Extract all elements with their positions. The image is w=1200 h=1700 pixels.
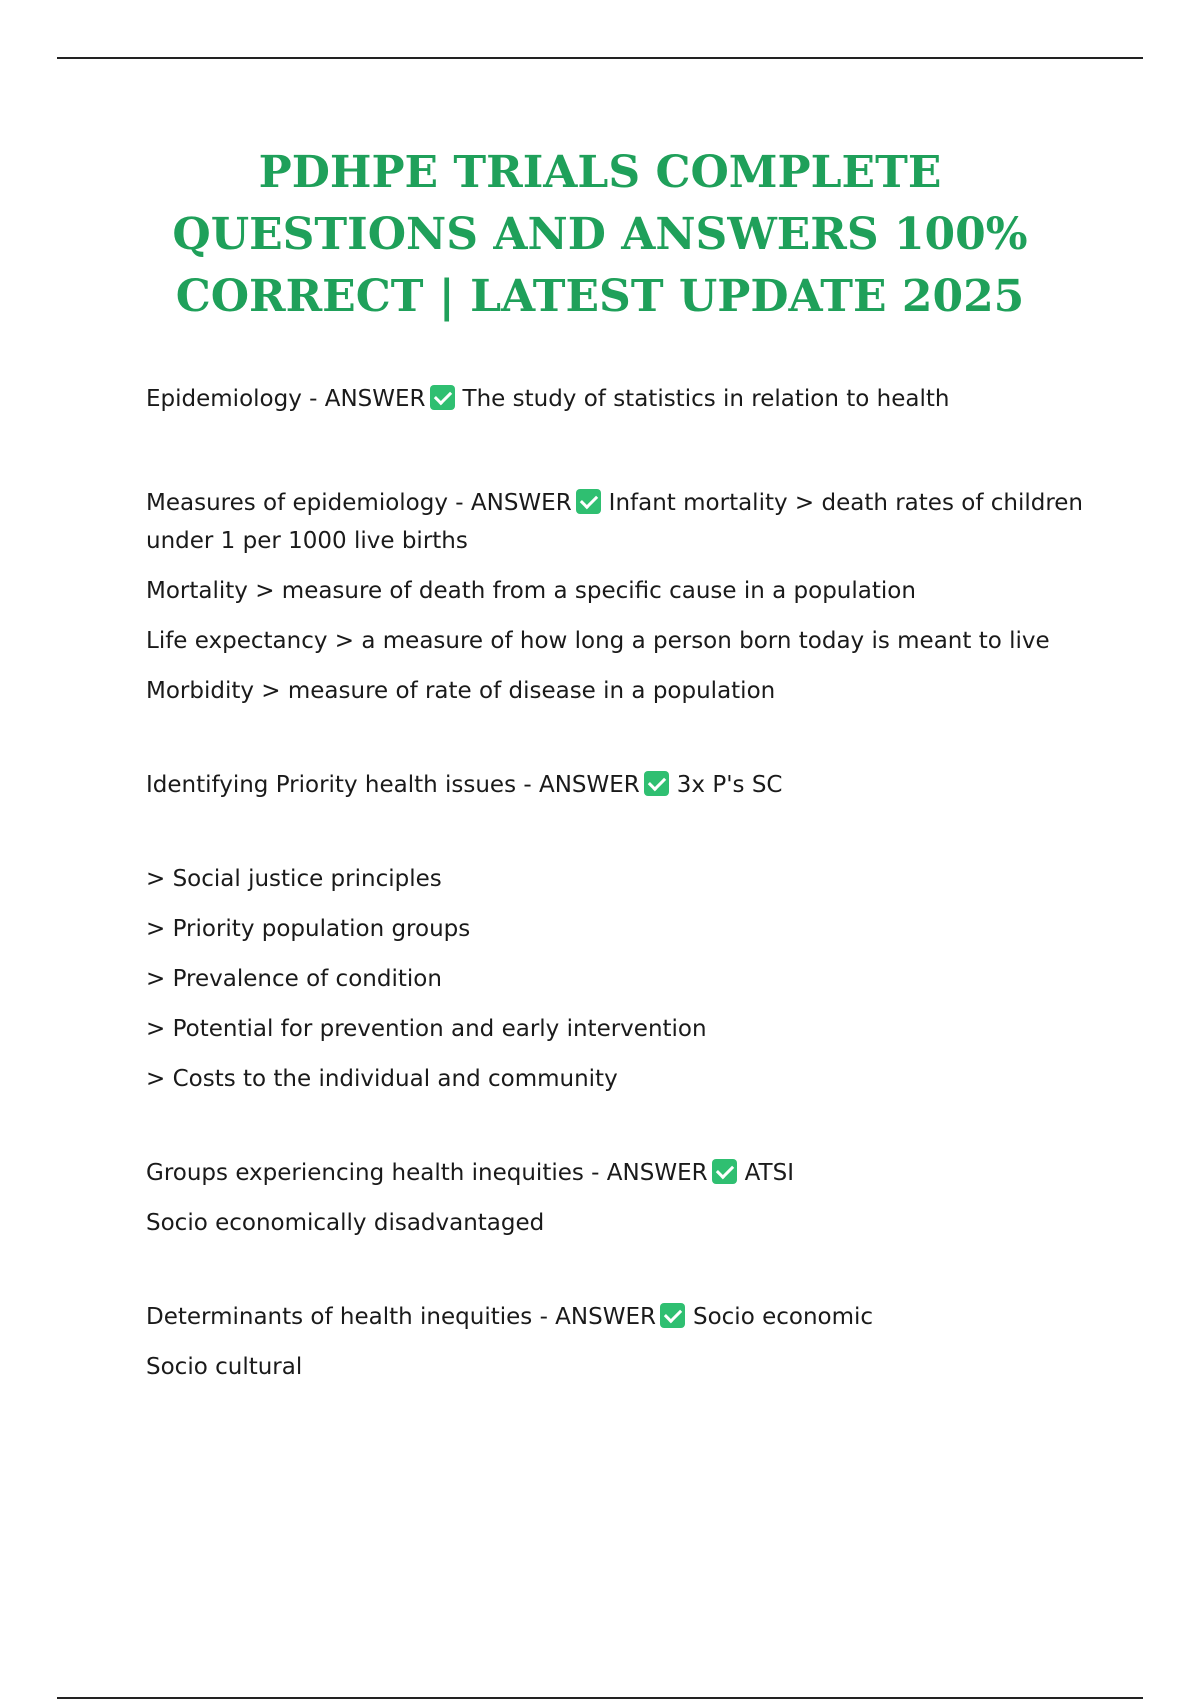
qa-item-priority-health-issues [146,766,1106,1110]
qa-content [146,380,1106,1398]
check-mark-icon [712,1159,737,1184]
check-mark-icon [430,385,455,410]
answer-text: The study of statistics in relation to health [462,386,950,412]
answer-line: Life expectancy > a measure of how long a person born today is meant to live [146,628,1050,654]
check-mark-icon [660,1303,685,1328]
qa-question-line [146,380,1106,430]
document-title: PDHPE TRIALS COMPLETE QUESTIONS AND ANSWERS 100% CORRECT | LATEST UPDATE 2025 [172,147,1028,322]
question-text: Determinants of health inequities - ANSWER [146,1304,656,1330]
answer-line: Morbidity > measure of rate of disease in a population [146,678,776,704]
answer-line: > Potential for prevention and early intervention [146,1016,707,1042]
answer-line: Socio economically disadvantaged [146,1210,545,1236]
qa-item-measures-of-epidemiology [146,484,1106,722]
answer-line: > Social justice principles [146,866,442,892]
header-rule [57,57,1143,59]
answer-line: Socio cultural [146,1354,303,1380]
answer-line: Mortality > measure of death from a specific cause in a population [146,578,916,604]
footer-rule [57,1697,1143,1699]
qa-item-epidemiology [146,380,1106,430]
answer-line: > Prevalence of condition [146,966,442,992]
question-text: Groups experiencing health inequities - ANSWER [146,1160,708,1186]
check-mark-icon [644,771,669,796]
qa-item-groups-health-inequities [146,1154,1106,1254]
question-text: Identifying Priority health issues - ANSWER [146,772,640,798]
qa-question-line [146,484,1106,572]
question-text: Epidemiology - ANSWER [146,386,426,412]
answer-line: > Priority population groups [146,916,471,942]
qa-question-line [146,766,1106,816]
qa-question-line [146,1154,1106,1204]
answer-text: 3x P's SC [676,772,783,798]
qa-item-determinants-health-inequities [146,1298,1106,1398]
answer-text: Infant mortality > death rates of children under 1 per 1000 live births [146,490,1084,554]
answer-text: Socio economic [692,1304,874,1330]
answer-line: > Costs to the individual and community [146,1066,618,1092]
answer-text: ATSI [744,1160,794,1186]
qa-question-line [146,1298,1106,1348]
question-text: Measures of epidemiology - ANSWER [146,490,572,516]
check-mark-icon [576,489,601,514]
